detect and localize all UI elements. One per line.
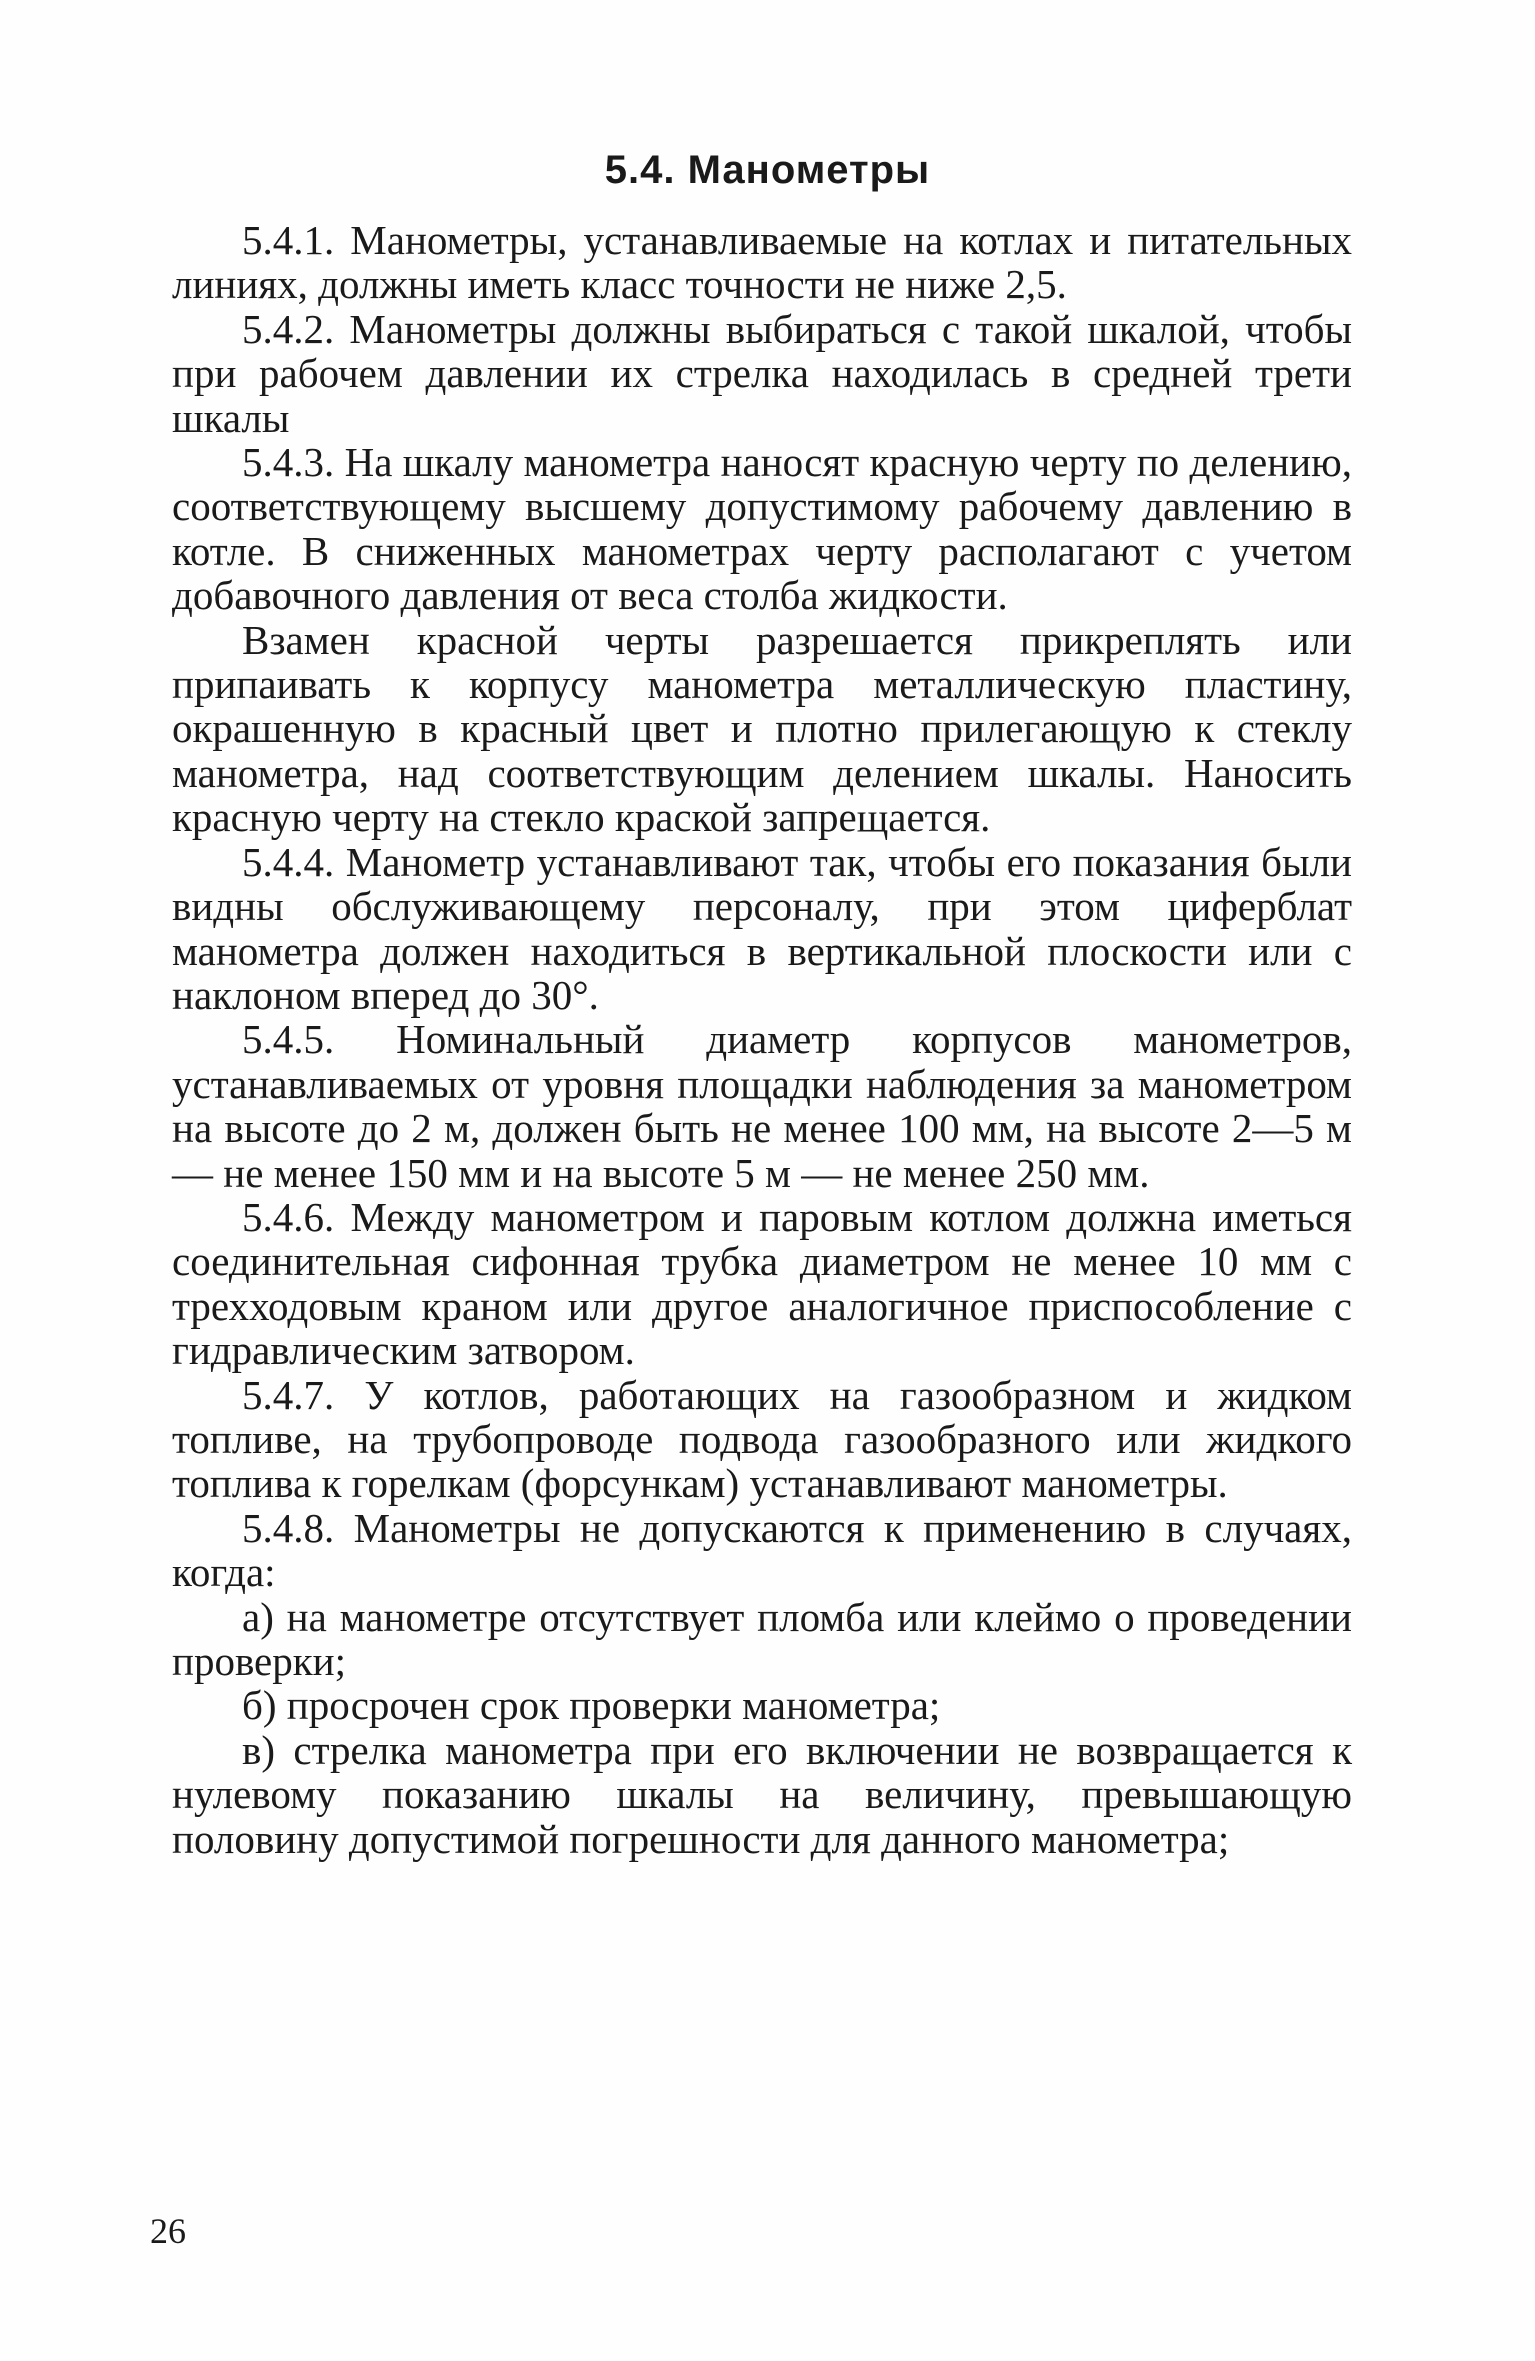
paragraph-5-4-2: 5.4.2. Манометры должны выбираться с такой шкалой, чтобы при рабочем давлении их стрелка находилась в средней трети шкалы xyxy=(172,305,1352,441)
list-item-v: в) стрелка манометра при его включении не возвращается к нулевому показанию шкалы на величину, превышающую половину допустимой погрешности для данного манометра; xyxy=(172,1726,1352,1862)
paragraph-5-4-1: 5.4.1. Манометры, устанавливаемые на котлах и питательных линиях, должны иметь класс точности не ниже 2,5. xyxy=(172,217,1352,308)
paragraph-5-4-3: 5.4.3. На шкалу манометра наносят красную черту по делению, соответствующему высшему допустимому рабочему давлению в котле. В сниженных манометрах черту располагают с учетом добавочного давления от веса столба жидкости. xyxy=(172,439,1352,619)
section-heading: 5.4. Манометры xyxy=(604,148,931,192)
paragraph-5-4-8: 5.4.8. Манометры не допускаются к применению в случаях, когда: xyxy=(172,1504,1352,1596)
paragraph-red-plate: Взамен красной черты разрешается прикреплять или припаивать к корпусу манометра металлическую пластину, окрашенную в красный цвет и плотно прилегающую к стеклу манометра, над соответствующим делением шкалы. Наносить красную черту на стекло краской запрещается. xyxy=(172,616,1352,841)
section-body xyxy=(172,218,1352,1861)
paragraph-5-4-6: 5.4.6. Между манометром и паровым котлом должна иметься соединительная сифонная трубка диаметром не менее 10 мм с трехходовым краном или другое аналогичное приспособление с гидравлическим затвором. xyxy=(172,1193,1352,1374)
list-item-a: а) на манометре отсутствует пломба или клеймо о проведении проверки; xyxy=(172,1593,1352,1684)
list-item-b: б) просрочен срок проверки манометра; xyxy=(242,1682,941,1729)
paragraph-5-4-7: 5.4.7. У котлов, работающих на газообразном и жидком топливе, на трубопроводе подвода газообразного или жидкого топлива к горелкам (форсункам) устанавливают манометры. xyxy=(172,1371,1352,1507)
paragraph-5-4-4: 5.4.4. Манометр устанавливают так, чтобы его показания были видны обслуживающему персоналу, при этом циферблат манометра должен находиться в вертикальной плоскости или с наклоном вперед до 30°. xyxy=(172,838,1352,1018)
page-number: 26 xyxy=(150,2211,186,2251)
paragraph-5-4-5: 5.4.5. Номинальный диаметр корпусов манометров, устанавливаемых от уровня площадки наблюдения за манометром на высоте до 2 м, должен быть не менее 100 мм, на высоте 2—5 м — не менее 150 мм и на высоте 5 м — не менее 250 мм. xyxy=(172,1016,1352,1196)
